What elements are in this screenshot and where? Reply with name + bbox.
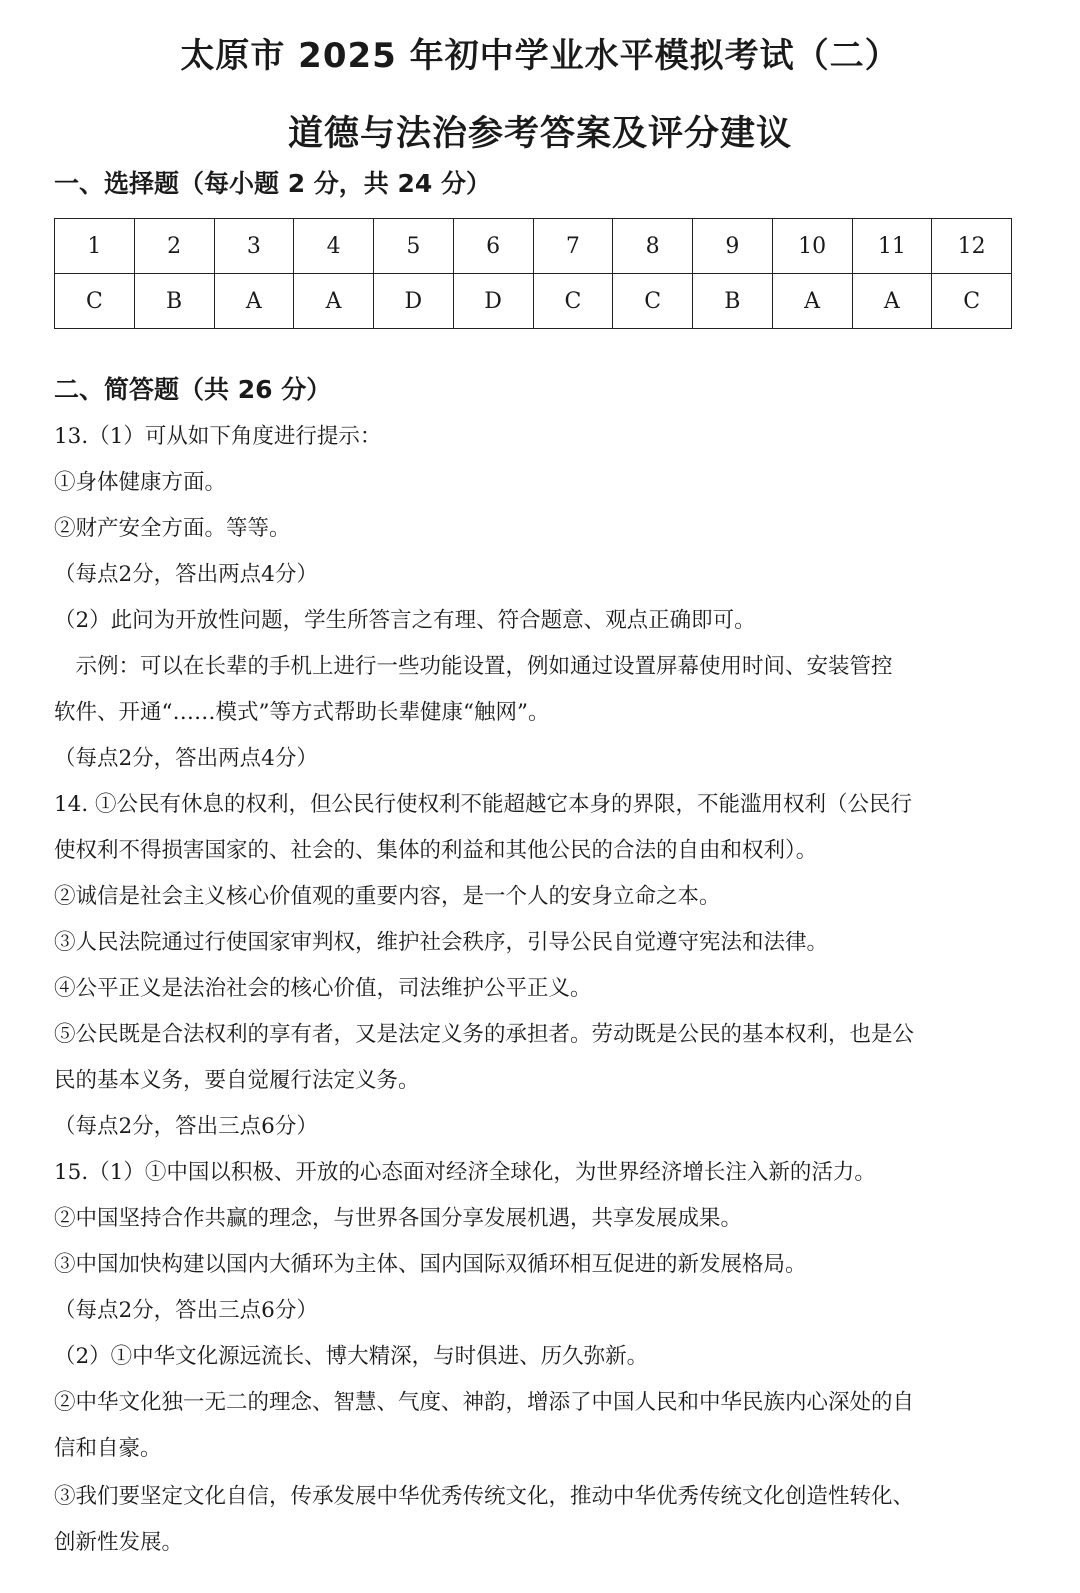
answer-cell: A: [294, 274, 374, 329]
answer-line: 创新性发展。: [54, 1530, 184, 1555]
answer-cell: C: [613, 274, 693, 329]
answer-line: ②诚信是社会主义核心价值观的重要内容，是一个人的安身立命之本。: [54, 884, 721, 909]
question-number: 8: [613, 219, 693, 274]
question-number: 10: [772, 219, 852, 274]
answer-line: （2）①中华文化源远流长、博大精深，与时俱进、历久弥新。: [54, 1344, 649, 1369]
answer-cell: B: [134, 274, 214, 329]
answer-line: （每点2分，答出两点4分）: [54, 746, 318, 771]
answer-table: [54, 218, 1012, 329]
answer-line: （每点2分，答出三点6分）: [54, 1298, 318, 1323]
answer-cell: C: [55, 274, 135, 329]
answer-line: ②中国坚持合作共赢的理念，与世界各国分享发展机遇，共享发展成果。: [54, 1206, 743, 1231]
question-number: 3: [214, 219, 294, 274]
answer-line: ③中国加快构建以国内大循环为主体、国内国际双循环相互促进的新发展格局。: [54, 1252, 807, 1277]
answer-line: 14. ①公民有休息的权利，但公民行使权利不能超越它本身的界限，不能滥用权利（公民行: [54, 792, 913, 817]
question-number: 6: [453, 219, 533, 274]
answer-line: ②中华文化独一无二的理念、智慧、气度、神韵，增添了中国人民和中华民族内心深处的自: [54, 1390, 915, 1415]
answer-line: 13.（1）可从如下角度进行提示：: [54, 424, 382, 449]
answer-cell: D: [453, 274, 533, 329]
section-short-answer-heading: 二、简答题（共 26 分）: [54, 375, 332, 404]
answer-line: 信和自豪。: [54, 1436, 162, 1461]
answer-line: （每点2分，答出三点6分）: [54, 1114, 318, 1139]
answer-line: 软件、开通“……模式”等方式帮助长辈健康“触网”。: [54, 700, 550, 725]
question-number: 11: [852, 219, 932, 274]
answer-cell: D: [374, 274, 454, 329]
question-number: 2: [134, 219, 214, 274]
answer-line: 15.（1）①中国以积极、开放的心态面对经济全球化，为世界经济增长注入新的活力。: [54, 1160, 876, 1185]
document-subtitle: 道德与法治参考答案及评分建议: [287, 114, 792, 154]
answer-cell: C: [932, 274, 1012, 329]
answer-cell: B: [693, 274, 773, 329]
exam-title: 太原市 2025 年初中学业水平模拟考试（二）: [180, 36, 900, 76]
answer-cell: A: [852, 274, 932, 329]
answer-line: ③人民法院通过行使国家审判权，维护社会秩序，引导公民自觉遵守宪法和法律。: [54, 930, 829, 955]
answer-line: （每点2分，答出两点4分）: [54, 562, 318, 587]
answer-row: [55, 274, 1012, 329]
section-choice-heading: 一、选择题（每小题 2 分，共 24 分）: [54, 169, 492, 198]
question-number: 4: [294, 219, 374, 274]
answer-line: 示例：可以在长辈的手机上进行一些功能设置，例如通过设置屏幕使用时间、安装管控: [54, 654, 893, 679]
answer-cell: C: [533, 274, 613, 329]
answer-line: ④公平正义是法治社会的核心价值，司法维护公平正义。: [54, 976, 592, 1001]
answer-line: （2）此问为开放性问题，学生所答言之有理、符合题意、观点正确即可。: [54, 608, 756, 633]
question-number: 1: [55, 219, 135, 274]
answer-line: ③我们要坚定文化自信，传承发展中华优秀传统文化，推动中华优秀传统文化创造性转化、: [54, 1484, 915, 1509]
answer-line: 民的基本义务，要自觉履行法定义务。: [54, 1068, 420, 1093]
answer-cell: A: [772, 274, 852, 329]
question-number: 9: [693, 219, 773, 274]
question-number: 5: [374, 219, 454, 274]
question-number-row: [55, 219, 1012, 274]
answer-line: ②财产安全方面。等等。: [54, 516, 291, 541]
question-number: 12: [932, 219, 1012, 274]
answer-line: 使权利不得损害国家的、社会的、集体的利益和其他公民的合法的自由和权利）。: [54, 838, 818, 863]
answer-line: ⑤公民既是合法权利的享有者，又是法定义务的承担者。劳动既是公民的基本权利，也是公: [54, 1022, 915, 1047]
answer-cell: A: [214, 274, 294, 329]
question-number: 7: [533, 219, 613, 274]
answer-line: ①身体健康方面。: [54, 470, 227, 495]
